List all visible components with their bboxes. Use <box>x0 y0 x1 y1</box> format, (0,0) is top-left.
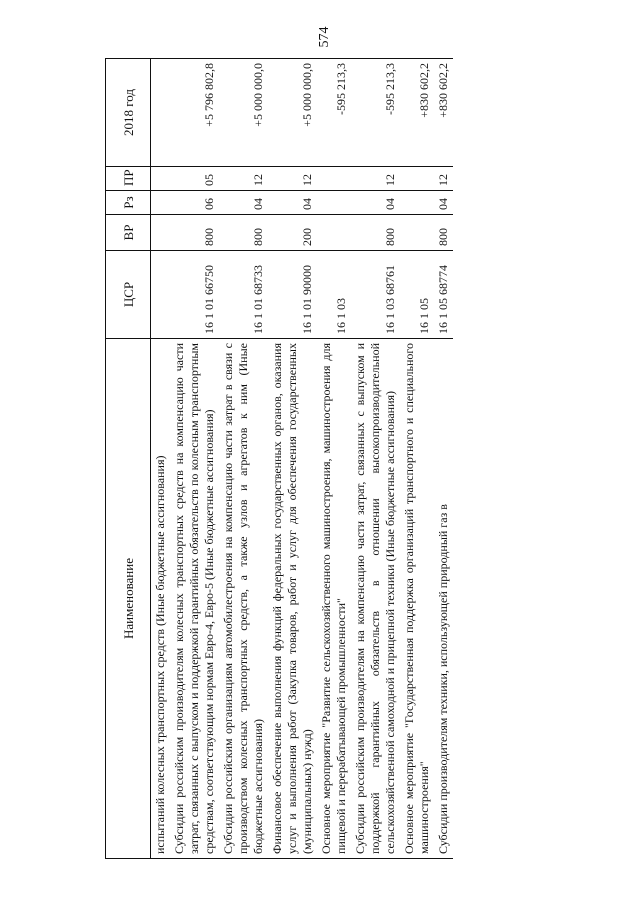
cell-vr <box>317 215 351 251</box>
cell-pr <box>317 167 351 191</box>
cell-pr <box>400 167 434 191</box>
table-header-row <box>106 59 151 859</box>
cell-pr <box>151 167 171 191</box>
cell-pr: 12 <box>434 167 453 191</box>
cell-name: Основное мероприятие "Государственная поддержка организаций транспортного и специального машиностроения" <box>400 339 434 859</box>
cell-csr: 16 1 01 66750 <box>170 251 219 339</box>
cell-value: +5 000 000,0 <box>219 59 268 167</box>
cell-name: испытаний колесных транспортных средств (Иные бюджетные ассигнования) <box>151 339 171 859</box>
table-row <box>400 59 434 859</box>
cell-pr: 12 <box>219 167 268 191</box>
table-row <box>434 59 453 859</box>
cell-csr: 16 1 03 68761 <box>351 251 400 339</box>
cell-csr: 16 1 01 90000 <box>268 251 317 339</box>
cell-vr <box>400 215 434 251</box>
table-row <box>151 59 171 859</box>
cell-vr: 800 <box>219 215 268 251</box>
cell-vr <box>151 215 171 251</box>
cell-value: +5 796 802,8 <box>170 59 219 167</box>
cell-value <box>151 59 171 167</box>
cell-pr: 12 <box>268 167 317 191</box>
cell-vr: 200 <box>268 215 317 251</box>
rotated-table-container <box>105 59 605 859</box>
cell-name: Финансовое обеспечение выполнения функций федеральных государственных органов, оказания услуг и выполнения работ (Закупка товаров, работ и услуг для обеспечения государственных (муниципальных) нужд) <box>268 339 317 859</box>
table-row <box>351 59 400 859</box>
cell-vr: 800 <box>351 215 400 251</box>
cell-name: Основное мероприятие "Развитие сельскохозяйственного машиностроения, машиностроения для пищевой и перерабатывающей промышленности" <box>317 339 351 859</box>
header-vr: ВР <box>106 215 151 251</box>
table-row <box>170 59 219 859</box>
cell-name: Субсидии российским производителям на компенсацию части затрат, связанных с выпуском и поддержкой гарантийных обязательств в отношении высокопроизводительной сельскохозяйственной самоходной и прицепной техники (Иные бюджетные ассигнования) <box>351 339 400 859</box>
cell-rz: 04 <box>268 191 317 215</box>
cell-rz <box>400 191 434 215</box>
cell-rz: 04 <box>434 191 453 215</box>
cell-vr: 800 <box>170 215 219 251</box>
cell-vr: 800 <box>434 215 453 251</box>
header-rz: Рз <box>106 191 151 215</box>
table-row <box>219 59 268 859</box>
cell-name: Субсидии российским производителям колесных транспортных средств на компенсацию части затрат, связанных с выпуском и поддержкой гарантийных обязательств по колесным транспортным средствам, соответствующим нормам Евро-4, Евро-5 (Иные бюджетные ассигнования) <box>170 339 219 859</box>
cell-rz: 04 <box>219 191 268 215</box>
cell-csr: 16 1 05 <box>400 251 434 339</box>
cell-name: Субсидии производителям техники, использующей природный газ в <box>434 339 453 859</box>
cell-rz: 04 <box>351 191 400 215</box>
table-row <box>317 59 351 859</box>
cell-value: +830 602,2 <box>434 59 453 167</box>
cell-value: -595 213,3 <box>317 59 351 167</box>
cell-value: -595 213,3 <box>351 59 400 167</box>
cell-rz <box>151 191 171 215</box>
cell-csr: 16 1 01 68733 <box>219 251 268 339</box>
cell-csr: 16 1 05 68774 <box>434 251 453 339</box>
header-pr: ПР <box>106 167 151 191</box>
cell-pr: 05 <box>170 167 219 191</box>
header-csr: ЦСР <box>106 251 151 339</box>
cell-rz <box>317 191 351 215</box>
budget-table <box>105 58 453 859</box>
cell-pr: 12 <box>351 167 400 191</box>
table-row <box>268 59 317 859</box>
cell-value: +830 602,2 <box>400 59 434 167</box>
header-year: 2018 год <box>106 59 151 167</box>
cell-rz: 06 <box>170 191 219 215</box>
cell-csr <box>151 251 171 339</box>
cell-name: Субсидии российским организациям автомобилестроения на компенсацию части затрат в связи с производством колесных транспортных средств, а также узлов и агрегатов к ним (Иные бюджетные ассигнования) <box>219 339 268 859</box>
cell-value: +5 000 000,0 <box>268 59 317 167</box>
page-number: 574 <box>317 26 332 48</box>
header-name: Наименование <box>106 339 151 859</box>
cell-csr: 16 1 03 <box>317 251 351 339</box>
